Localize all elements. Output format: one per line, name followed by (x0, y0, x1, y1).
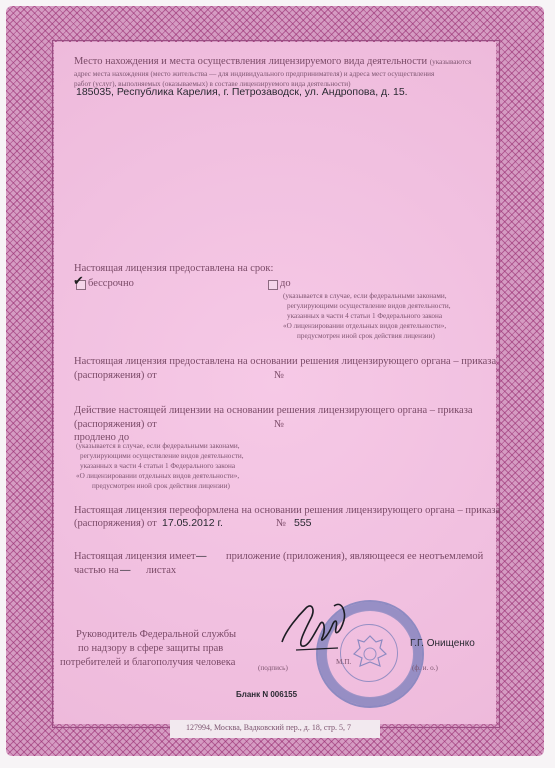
until-note-1: (указывается в случае, если федеральными законами, (283, 292, 447, 300)
signatory-line3: потребителей и благополучия человека (60, 657, 236, 668)
extension-note-4: «О лицензировании отдельных видов деятельности», (76, 472, 240, 480)
header-line1 (74, 56, 471, 67)
checkbox-until (268, 280, 278, 290)
extended-until: продлено до (74, 432, 130, 443)
signature-caption: (подпись) (258, 664, 288, 672)
appendix-dash1: — (196, 550, 207, 562)
until-note-3: указанных в части 4 статьи 1 Федерального закона (287, 312, 443, 320)
appendix-dash2: — (120, 564, 131, 576)
header-line2: адрес места нахождения (место жительства — для индивидуального предпринимателя) и адреса мест осуществления (74, 70, 435, 78)
check-mark-icon: ✔ (73, 273, 84, 288)
signatory-name: Г.Г. Онищенко (410, 638, 475, 649)
basis-number-sign: № (274, 370, 285, 381)
extension-note-5: предусмотрен иной срок действия лицензии) (92, 482, 230, 490)
basis-line1: Настоящая лицензия предоставлена на основании решения лицензирующего органа – приказа (74, 356, 497, 367)
extension-number-sign: № (274, 419, 285, 430)
appendix-line1a: Настоящая лицензия имеет (74, 551, 196, 562)
reissue-number-sign: № (276, 518, 287, 529)
extension-line1: Действие настоящей лицензии на основании решения лицензирующего органа – приказа (74, 405, 473, 416)
extension-note-2: регулирующими осуществление видов деятельности, (80, 452, 244, 460)
extension-note-3: указанных в части 4 статьи 1 Федерального закона (80, 462, 236, 470)
address-value: 185035, Республика Карелия, г. Петрозаводск, ул. Андропова, д. 15. (76, 86, 408, 98)
reissue-line2: (распоряжения) от (74, 518, 157, 529)
header-note: (указываются (429, 58, 472, 66)
reissue-date: 17.05.2012 г. (162, 517, 223, 529)
until-note-5: предусмотрен иной срок действия лицензии) (297, 332, 435, 340)
term-title: Настоящая лицензия предоставлена на срок: (74, 263, 274, 274)
reissue-number: 555 (294, 517, 312, 529)
appendix-line2a: частью на (74, 565, 119, 576)
header-line3: работ (услуг), выполняемых (оказываемых) в составе лицензируемого вида деятельности) (74, 80, 351, 88)
fio-caption: (ф. и. о.) (412, 664, 438, 672)
appendix-line1b: приложение (приложения), являющееся ее неотъемлемой (226, 551, 484, 562)
until-note-4: «О лицензировании отдельных видов деятельности», (283, 322, 447, 330)
blank-number: Бланк N 006155 (236, 690, 298, 699)
header-title: Место нахождения и места осуществления лицензируемого вида деятельности (74, 56, 428, 67)
document-body (54, 42, 496, 724)
until-note-2: регулирующими осуществление видов деятельности, (287, 302, 451, 310)
appendix-line2b: листах (146, 565, 177, 576)
extension-line2: (распоряжения) от (74, 419, 157, 430)
reissue-line1: Настоящая лицензия переоформлена на основании решения лицензирующего органа – приказа (74, 505, 501, 516)
footer-address: 127994, Москва, Вадковский пер., д. 18, стр. 5, 7 (186, 723, 351, 732)
basis-line2: (распоряжения) от (74, 370, 157, 381)
mp-label: М.П. (336, 658, 352, 666)
signature-icon (276, 590, 366, 660)
signatory-line1: Руководитель Федеральной службы (76, 629, 237, 640)
indefinite-label: бессрочно (88, 278, 134, 289)
signatory-line2: по надзору в сфере защиты прав (78, 643, 224, 654)
extension-note-1: (указывается в случае, если федеральными законами, (76, 442, 240, 450)
until-label: до (280, 278, 291, 289)
